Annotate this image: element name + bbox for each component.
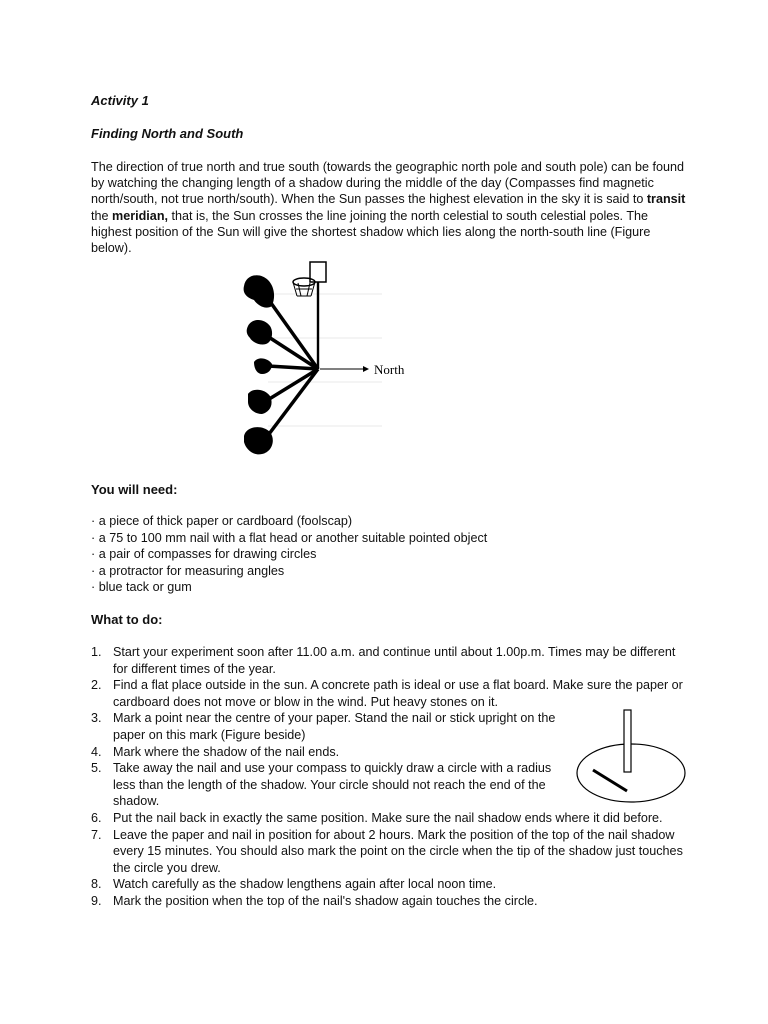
list-item (91, 876, 691, 893)
shadow-lines (264, 296, 318, 438)
step-number: 3. (91, 711, 102, 726)
intro-paragraph (91, 159, 691, 256)
step-number: 8. (91, 877, 102, 892)
step-text: Watch carefully as the shadow lengthens again after local noon time. (113, 877, 497, 892)
step-number: 6. (91, 810, 102, 825)
list-item (91, 810, 691, 827)
step-text: Leave the paper and nail in position for about 2 hours. Mark the position of the top of the nail shadow every 15 minutes. You should also mark the point on the circle when the tip of the shadow just touches the circle you drew. (113, 827, 683, 875)
list-item: · a piece of thick paper or cardboard (foolscap) (91, 514, 353, 528)
list-item: · a pair of compasses for drawing circles (91, 547, 317, 562)
list-item (91, 710, 561, 743)
step-text: Put the nail back in exactly the same position. Make sure the nail shadow ends where it did before. (113, 810, 663, 825)
keyword-meridian: meridian, (112, 208, 169, 223)
shadow-hoops (244, 275, 274, 454)
nail-icon (624, 710, 631, 772)
nail-shadow (593, 770, 627, 791)
list-item: · blue tack or gum (91, 580, 192, 595)
needs-title: You will need: (91, 482, 178, 497)
activity-title: Activity 1 (91, 93, 149, 108)
list-item (91, 893, 691, 910)
north-label: North (374, 362, 405, 377)
list-item: · a 75 to 100 mm nail with a flat head or another suitable pointed object (91, 530, 488, 545)
todo-title: What to do: (91, 612, 163, 627)
step-number: 9. (91, 893, 102, 908)
step-number: 7. (91, 827, 102, 842)
shadow-figure (232, 256, 432, 478)
figure-grid (268, 294, 382, 426)
step-text: Start your experiment soon after 11.00 a.m. and continue until about 1.00p.m. Times may be different for different times of the year. (113, 645, 676, 676)
step-text: Mark a point near the centre of your paper. Stand the nail or stick upright on the paper on this mark (Figure beside) (113, 711, 556, 742)
intro-text-2: the (91, 208, 113, 223)
step-number: 5. (91, 761, 102, 776)
keyword-transit: transit (646, 192, 686, 207)
step-number: 4. (91, 744, 102, 759)
list-item: · a protractor for measuring angles (91, 563, 285, 578)
intro-text-1: The direction of true north and true south (towards the geographic north pole and south pole) can be found by watching the changing length of a shadow during the middle of the day (Compasses find magnetic north/south, not true north/south). When the Sun passes the highest elevation in the sky it is said to (91, 160, 684, 207)
step-text: Mark the position when the top of the nail's shadow again touches the circle. (113, 893, 538, 908)
needs-list (91, 513, 691, 596)
list-item (91, 827, 691, 877)
step-number: 2. (91, 678, 102, 693)
list-item (91, 760, 561, 810)
section-title: Finding North and South (91, 126, 244, 141)
nail-circle-figure (575, 706, 687, 804)
step-text: Find a flat place outside in the sun. A concrete path is ideal or use a flat board. Make sure the paper or cardboard does not move or blow in the wind. Put heavy stones on it. (113, 678, 683, 709)
north-arrow-icon (320, 366, 369, 372)
step-text: Mark where the shadow of the nail ends. (113, 744, 340, 759)
step-number: 1. (91, 645, 102, 659)
intro-text-3: that is, the Sun crosses the line joining the north celestial to south celestial poles. The highest position of the Sun will give the shortest shadow which lies along the north-south line (Figure below). (91, 208, 651, 256)
list-item (91, 744, 561, 761)
list-item (91, 644, 691, 677)
step-text: Take away the nail and use your compass to quickly draw a circle with a radius less than the length of the shadow. Your circle should not reach the end of the shadow. (113, 761, 552, 809)
